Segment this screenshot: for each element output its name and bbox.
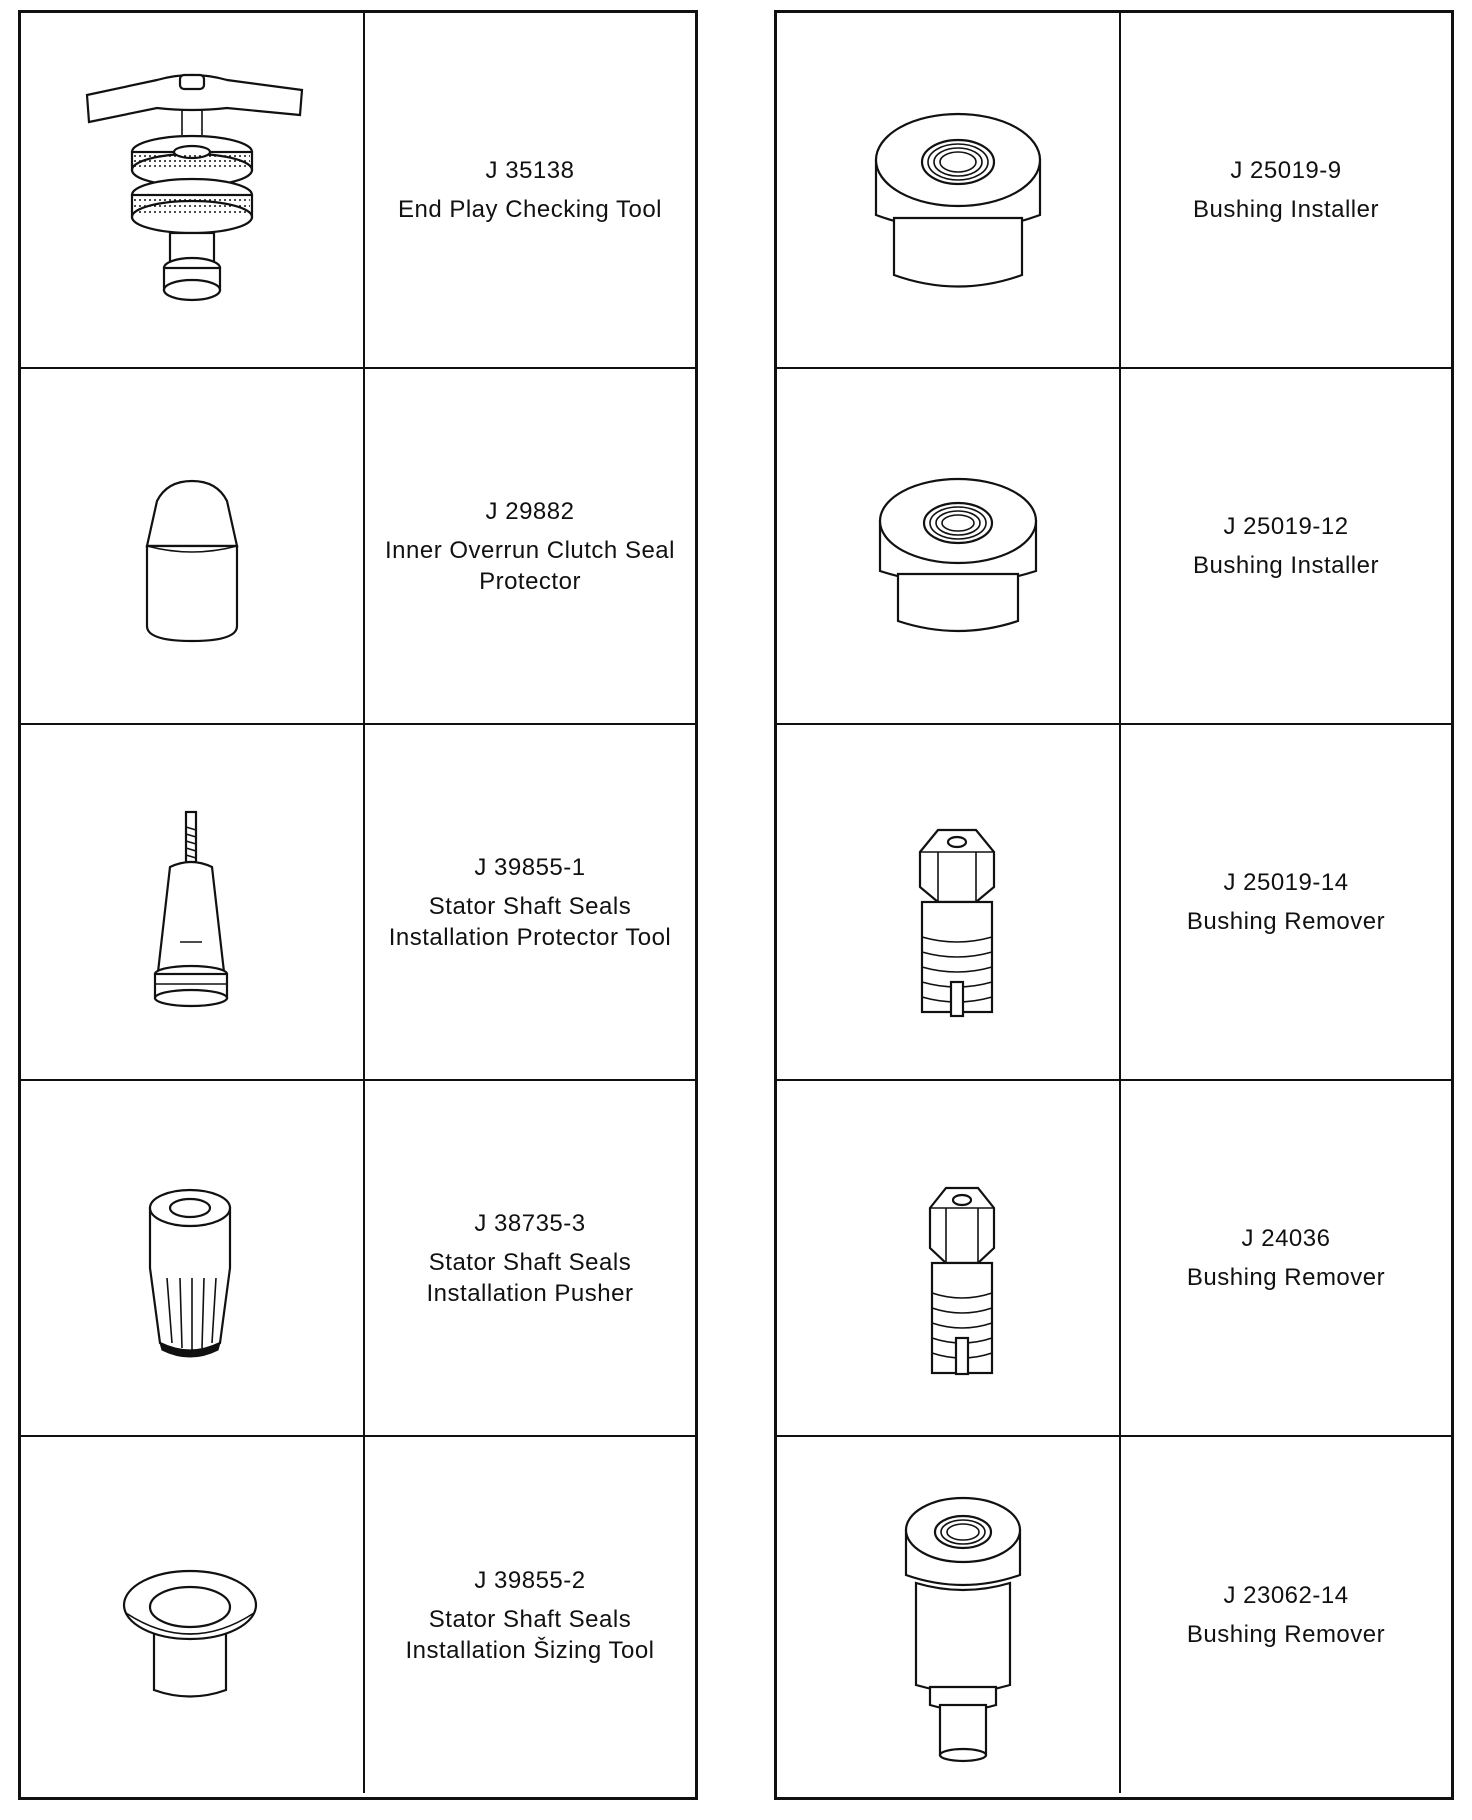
- tool-illustration-cell: [21, 1437, 365, 1793]
- tool-illustration-cell: [777, 725, 1121, 1079]
- tool-description-cell: [1121, 725, 1451, 1079]
- tool-number: J 39855-2: [474, 1566, 586, 1594]
- tool-row: [21, 13, 695, 369]
- tool-name: Stator Shaft Seals Installation Pusher: [426, 1248, 634, 1307]
- bushing-installer-icon: [818, 40, 1078, 340]
- tool-illustration-cell: [21, 13, 365, 367]
- end-play-checking-tool-icon: [62, 40, 322, 340]
- tool-illustration-cell: [21, 369, 365, 723]
- tool-name: Inner Overrun Clutch Seal Protector: [385, 536, 675, 595]
- sizing-tool-icon: [62, 1465, 322, 1765]
- tool-number: J 38735-3: [474, 1209, 586, 1237]
- tool-number: J 25019-12: [1223, 513, 1349, 540]
- tool-row: [21, 369, 695, 725]
- tool-name: Bushing Installer: [1193, 196, 1379, 223]
- tool-illustration-cell: [777, 1081, 1121, 1435]
- tool-number: J 23062-14: [1223, 1582, 1349, 1609]
- tool-description-cell: [365, 1437, 695, 1793]
- tool-table-left: [18, 10, 698, 1800]
- tool-illustration-cell: [21, 725, 365, 1079]
- tool-number: J 25019-9: [1230, 157, 1342, 184]
- tool-illustration-cell: [21, 1081, 365, 1435]
- tool-description-cell: [1121, 1437, 1451, 1793]
- bushing-remover-hex-icon: [818, 752, 1078, 1052]
- tool-name: Stator Shaft Seals Installation Protector Tool: [388, 892, 672, 951]
- bushing-installer-icon: [818, 396, 1078, 696]
- tool-row: [777, 369, 1451, 725]
- seal-protector-icon: [62, 396, 322, 696]
- tool-name: Bushing Remover: [1186, 1264, 1386, 1291]
- tool-name: End Play Checking Tool: [397, 196, 663, 223]
- tool-number: J 35138: [485, 157, 575, 184]
- tool-name: Bushing Remover: [1186, 908, 1386, 935]
- tool-number: J 39855-1: [474, 853, 586, 881]
- tool-table-right: [774, 10, 1454, 1800]
- tool-row: [21, 1437, 695, 1793]
- tool-illustration-cell: [777, 369, 1121, 723]
- bushing-remover-stepped-icon: [818, 1465, 1078, 1765]
- tool-description-cell: [1121, 13, 1451, 367]
- tool-number: J 29882: [485, 497, 575, 525]
- tool-description-cell: [365, 13, 695, 367]
- tool-illustration-cell: [777, 1437, 1121, 1793]
- tool-name: Bushing Installer: [1193, 552, 1379, 579]
- installation-pusher-icon: [62, 1108, 322, 1408]
- protector-tool-icon: [62, 752, 322, 1052]
- tool-name: Stator Shaft Seals Installation Šizing Tool: [405, 1605, 655, 1664]
- bushing-remover-hex-icon: [818, 1108, 1078, 1408]
- tool-description-cell: [365, 369, 695, 723]
- tool-illustration-cell: [777, 13, 1121, 367]
- tool-row: [777, 725, 1451, 1081]
- tool-row: [21, 1081, 695, 1437]
- tool-description-cell: [1121, 369, 1451, 723]
- tool-row: [21, 725, 695, 1081]
- tool-description-cell: [365, 725, 695, 1079]
- tool-number: J 24036: [1241, 1225, 1331, 1252]
- tool-row: [777, 13, 1451, 369]
- tool-row: [777, 1437, 1451, 1793]
- tool-description-cell: [365, 1081, 695, 1435]
- tool-name: Bushing Remover: [1186, 1621, 1386, 1648]
- tool-number: J 25019-14: [1223, 869, 1349, 896]
- tool-row: [777, 1081, 1451, 1437]
- tool-description-cell: [1121, 1081, 1451, 1435]
